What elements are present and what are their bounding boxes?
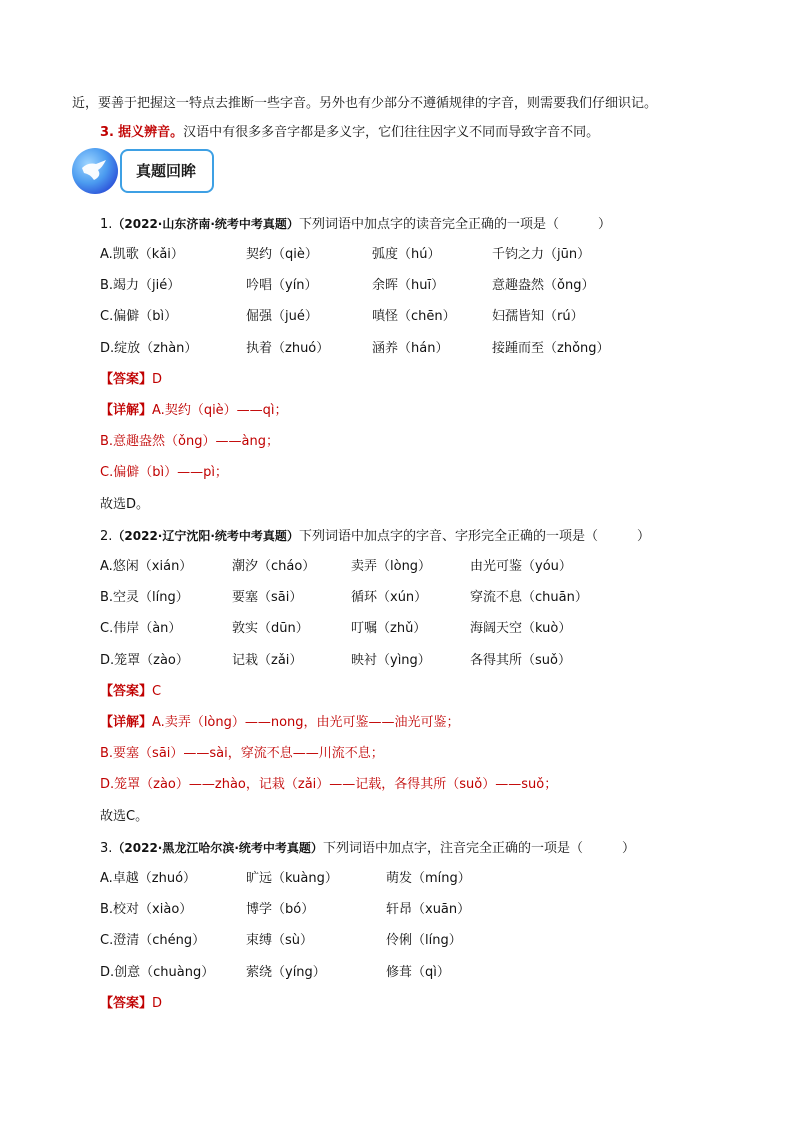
option-c-word-2: 束缚（sù） (246, 933, 314, 948)
option-c: C.澄清（chéng） (100, 933, 206, 948)
question-source: （2022·辽宁沈阳·统考中考真题） (112, 529, 299, 543)
question-number: 2. (100, 529, 113, 544)
option-c-word-4: 海阔天空（kuò） (470, 621, 572, 636)
option-a-word-3: 萌发（míng） (386, 871, 471, 886)
detail-line: B.意趣盎然（ǒng）——àng； (100, 434, 279, 449)
intro-item-3 (100, 124, 599, 142)
option-d-word-2: 萦绕（yíng） (246, 965, 326, 980)
option-c-word-3: 嗔怪（chēn） (372, 309, 456, 324)
answer-label: 【答案】 (100, 996, 153, 1011)
option-a-word-4: 千钧之力（jūn） (492, 247, 591, 262)
intro-text-line: 近，要善于把握这一特点去推断一些字音。另外也有少部分不遵循规律的字音，则需要我们仔细识记。 (72, 96, 658, 111)
option-c-word-4: 妇孺皆知（rú） (492, 309, 584, 324)
option-b: B.校对（xiào） (100, 902, 193, 917)
answer-value: C (152, 684, 162, 699)
option-d-word-4: 各得其所（suǒ） (470, 653, 571, 668)
option-c: C.伟岸（àn） (100, 621, 182, 636)
option-b-word-3: 轩昂（xuān） (386, 902, 471, 917)
question-1-stem (100, 215, 611, 234)
question-number: 3. (100, 841, 113, 856)
conclusion: 故选C。 (100, 809, 149, 824)
answer-value: D (152, 372, 163, 387)
section-title: 真题回眸 (136, 162, 197, 180)
option-d: D.笼罩（zào） (100, 653, 189, 668)
question-source: （2022·山东济南·统考中考真题） (112, 217, 299, 231)
option-c-word-2: 敦实（dūn） (232, 621, 309, 636)
answer-line (100, 371, 162, 389)
option-a-word-2: 契约（qiè） (246, 247, 318, 262)
option-d: D.绽放（zhàn） (100, 341, 198, 356)
option-b-word-3: 余晖（huī） (372, 278, 445, 293)
option-c-word-2: 倔强（jué） (246, 309, 318, 324)
option-a: A.凯歌（kǎi） (100, 247, 184, 262)
option-d: D.创意（chuàng） (100, 965, 215, 980)
detail-label: 【详解】 (100, 715, 153, 730)
question-3-stem (100, 839, 635, 858)
option-a-word-3: 弧度（hú） (372, 247, 441, 262)
option-a-word-4: 由光可鉴（yóu） (470, 559, 572, 574)
option-b-word-2: 要塞（sāi） (232, 590, 303, 605)
detail-line (100, 402, 288, 420)
answer-value: D (152, 996, 163, 1011)
option-c-word-3: 伶俐（líng） (386, 933, 462, 948)
question-text: 下列词语中加点字，注音完全正确的一项是（ ） (322, 841, 635, 856)
item-number: 3. (100, 125, 114, 140)
answer-line (100, 995, 162, 1013)
option-a: A.卓越（zhuó） (100, 871, 197, 886)
option-d-word-2: 记栽（zǎi） (232, 653, 303, 668)
question-text: 下列词语中加点字的字音、字形完全正确的一项是（ ） (298, 529, 650, 544)
answer-label: 【答案】 (100, 372, 153, 387)
item-title: 据义辨音。 (118, 125, 184, 140)
question-2-stem (100, 527, 650, 546)
option-c-word-3: 叮嘱（zhǔ） (351, 621, 427, 636)
option-d-word-3: 涵养（hán） (372, 341, 449, 356)
detail-line (100, 714, 460, 732)
option-b: B.空灵（líng） (100, 590, 189, 605)
option-a-word-2: 旷远（kuàng） (246, 871, 338, 886)
conclusion: 故选D。 (100, 497, 150, 512)
option-a-word-3: 卖弄（lòng） (351, 559, 432, 574)
option-b-word-3: 循环（xún） (351, 590, 428, 605)
option-d-word-3: 修葺（qì） (386, 965, 450, 980)
option-b-word-4: 穿流不息（chuān） (470, 590, 588, 605)
answer-line (100, 683, 161, 701)
question-number: 1. (100, 217, 113, 232)
bird-icon (72, 148, 118, 194)
option-d-word-3: 映衬（yìng） (351, 653, 431, 668)
question-source: （2022·黑龙江哈尔滨·统考中考真题） (112, 841, 323, 855)
option-a-word-2: 潮汐（cháo） (232, 559, 316, 574)
detail-text: A.卖弄（lòng）——nong，由光可鉴——油光可鉴； (152, 715, 460, 730)
option-b-word-2: 博学（bó） (246, 902, 315, 917)
option-b-word-4: 意趣盎然（ǒng） (492, 278, 595, 293)
answer-label: 【答案】 (100, 684, 153, 699)
option-b: B.竭力（jié） (100, 278, 181, 293)
detail-text: A.契约（qiè）——qì； (152, 403, 288, 418)
detail-line: C.偏僻（bì）——pì； (100, 465, 228, 480)
item-text: 汉语中有很多多音字都是多义字，它们往往因字义不同而导致字音不同。 (183, 125, 600, 140)
detail-label: 【详解】 (100, 403, 153, 418)
question-text: 下列词语中加点字的读音完全正确的一项是（ ） (298, 217, 611, 232)
detail-line: B.要塞（sāi）——sài，穿流不息——川流不息； (100, 746, 384, 761)
option-a: A.悠闲（xián） (100, 559, 193, 574)
detail-line: D.笼罩（zào）——zhào，记栽（zǎi）——记载，各得其所（suǒ）——suǒ； (100, 777, 558, 792)
option-c: C.偏僻（bì） (100, 309, 178, 324)
option-b-word-2: 吟唱（yín） (246, 278, 318, 293)
option-d-word-4: 接踵而至（zhǒng） (492, 341, 610, 356)
option-d-word-2: 执着（zhuó） (246, 341, 330, 356)
